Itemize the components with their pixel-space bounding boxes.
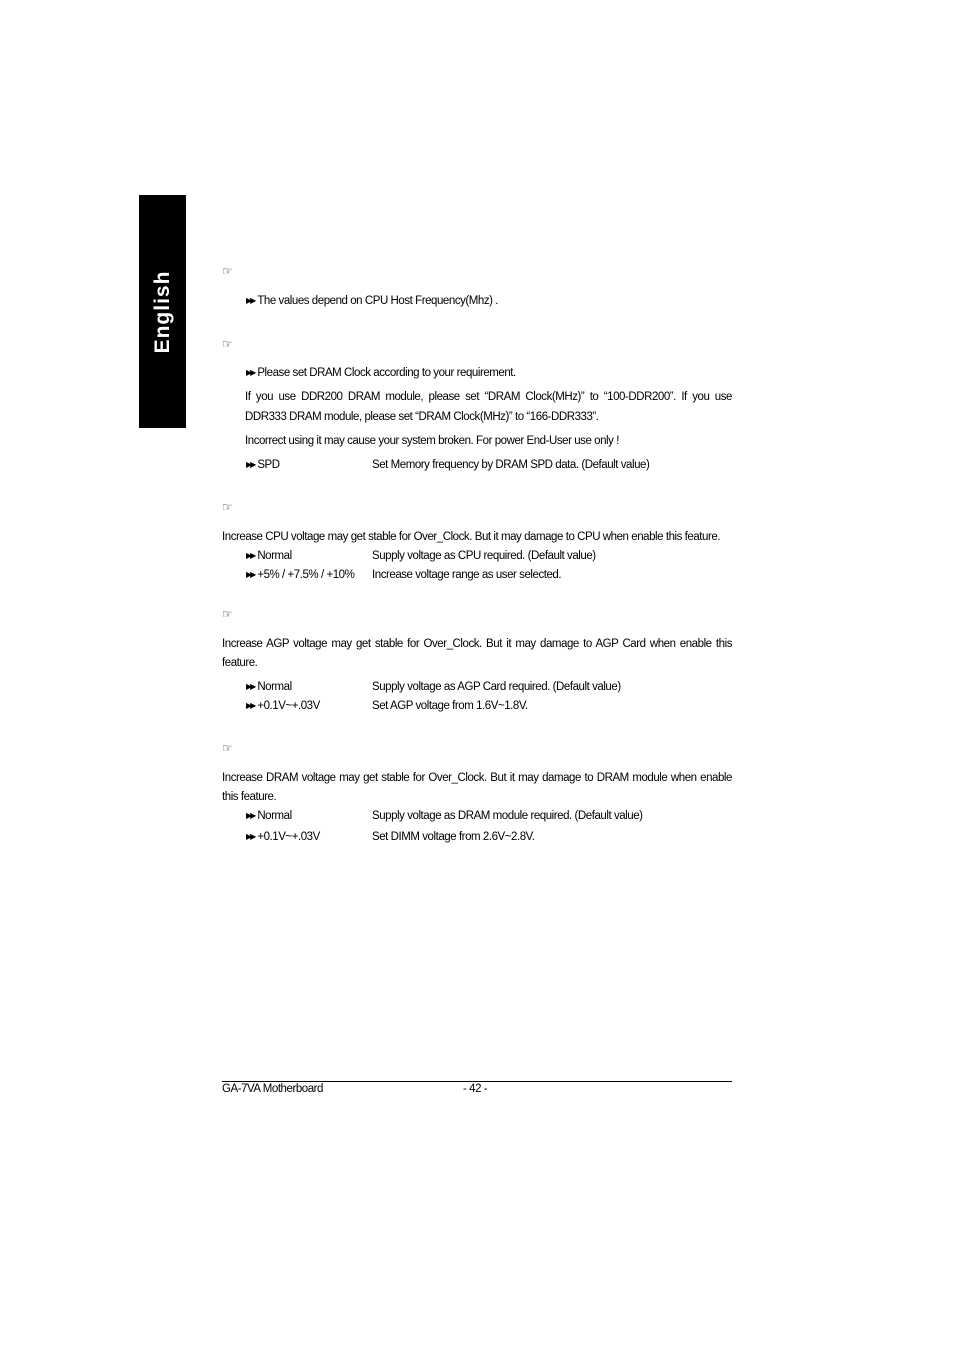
double-arrow-icon: ▶▶ (246, 551, 255, 560)
bullet-item: ▶▶ Please set DRAM Clock according to your requirement. (246, 367, 516, 379)
option-name: ▶▶ +0.1V~+.03V (246, 831, 320, 843)
double-arrow-icon: ▶▶ (246, 570, 255, 579)
double-arrow-icon: ▶▶ (246, 368, 255, 377)
option-name: ▶▶ Normal (246, 550, 292, 562)
option-name: ▶▶ Normal (246, 810, 292, 822)
language-side-tab (139, 195, 186, 428)
pointing-hand-icon: ☞ (222, 264, 233, 278)
option-name: ▶▶ SPD (246, 459, 280, 471)
section-intro: Increase CPU voltage may get stable for Over_Clock. But it may damage to CPU when enable this feature. (222, 531, 721, 543)
option-name: ▶▶ +0.1V~+.03V (246, 700, 320, 712)
option-description: Supply voltage as AGP Card required. (Default value) (372, 681, 621, 693)
option-name: ▶▶ Normal (246, 681, 292, 693)
section-intro: Increase AGP voltage may get stable for Over_Clock. But it may damage to AGP Card when enable this feature. (222, 638, 732, 669)
double-arrow-icon: ▶▶ (246, 682, 255, 691)
pointing-hand-icon: ☞ (222, 337, 233, 351)
option-description: Set DIMM voltage from 2.6V~2.8V. (372, 831, 535, 843)
bullet-item: ▶▶ The values depend on CPU Host Frequency(Mhz) . (246, 295, 499, 307)
option-description: Supply voltage as CPU required. (Default value) (372, 550, 596, 562)
language-tab-label: English (150, 270, 174, 353)
double-arrow-icon: ▶▶ (246, 701, 255, 710)
double-arrow-icon: ▶▶ (246, 460, 255, 469)
option-description: Supply voltage as DRAM module required. (Default value) (372, 810, 643, 822)
option-description: Set AGP voltage from 1.6V~1.8V. (372, 700, 528, 712)
section-intro: Increase DRAM voltage may get stable for Over_Clock. But it may damage to DRAM module when enable this feature. (222, 772, 732, 803)
footer-divider (222, 1081, 732, 1082)
footer-product-name: GA-7VA Motherboard (222, 1083, 323, 1095)
option-name: ▶▶ +5% / +7.5% / +10% (246, 569, 355, 581)
pointing-hand-icon: ☞ (222, 500, 233, 514)
double-arrow-icon: ▶▶ (246, 296, 255, 305)
pointing-hand-icon: ☞ (222, 607, 233, 621)
double-arrow-icon: ▶▶ (246, 832, 255, 841)
option-description: Increase voltage range as user selected. (372, 569, 562, 581)
option-description: Set Memory frequency by DRAM SPD data. (Default value) (372, 459, 650, 471)
body-paragraph: If you use DDR200 DRAM module, please set “DRAM Clock(MHz)” to “100-DDR200”. If you use DDR333 DRAM module, please set “DRAM Clock(MHz)” to “166-DDR333”. (245, 391, 732, 423)
warning-text: Incorrect using it may cause your system broken. For power End-User use only ! (245, 435, 619, 447)
double-arrow-icon: ▶▶ (246, 811, 255, 820)
page-number: - 42 - (463, 1083, 488, 1095)
pointing-hand-icon: ☞ (222, 741, 233, 755)
